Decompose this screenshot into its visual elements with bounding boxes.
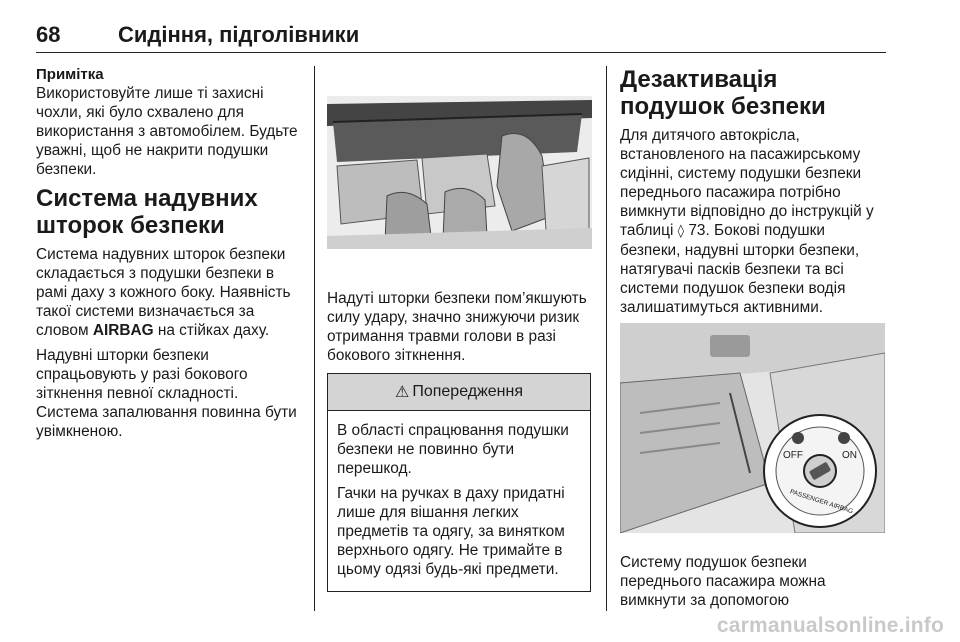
column-2 [327,66,592,592]
switch-caption-label: PASSENGER AIRBAG [788,488,854,516]
p1-text-end: на стійках даху. [153,322,270,339]
curtain-airbag-illustration [327,96,592,249]
note-text: Використовуйте лише ті захисні чохли, які було схвалено для використання з автомобілем. Будьте уважні, щоб не накрити подушки безпеки. [36,85,298,178]
column-1 [36,66,301,447]
column-divider-right [606,66,607,611]
curtain-airbag-caption: Надуті шторки безпеки пом’якшують силу удару, значно знижуючи ризик отримання травми голови в разі бокового зіткнення. [327,290,587,364]
curtain-airbag-heading: Система надувних шторок безпеки [36,185,258,239]
page-header [36,22,886,53]
airbag-off-icon [792,432,804,444]
deactivation-paragraph [620,126,885,317]
airbag-word: AIRBAG [92,322,154,339]
deactivation-text-end: . Бокові подушки безпеки, надувні шторки безпеки, натягувачі пасків безпеки та всі системи подушок безпеки водія залишатимуться активними. [620,222,860,316]
warning-paragraph-1: В області спрацювання подушки безпеки не повинно бути перешкод. [337,422,569,477]
passenger-airbag-switch-illustration [620,323,885,533]
switch-off-label: OFF [783,450,803,461]
curtain-airbag-paragraph-2: Надувні шторки безпеки спрацьовують у разі бокового зіткнення певної складності. Система запалювання повинна бути увімкненою. [36,347,297,440]
column-divider-left [314,66,315,611]
warning-header [328,374,590,411]
watermark: carmanualsonline.info [716,614,944,637]
airbag-on-icon [838,432,850,444]
warning-icon: ⚠ [394,384,410,401]
column-3 [620,66,885,616]
page-reference-number: 73 [688,222,706,239]
warning-paragraph-2: Гачки на ручках в даху придатні лише для вішання легких предметів та одягу, за винятком верхнього одягу. Не тримайте в цьому одязі будь-які предмети. [337,485,565,578]
p1-text-start: Система надувних шторок безпеки складається з подушки безпеки в рамі даху з кожного боку. Наявність такої системи визначається за словом [36,246,291,339]
switch-caption: Систему подушок безпеки переднього пасажира можна вимкнути за допомогою [620,554,826,609]
warning-body [328,411,590,591]
section-title: Сидіння, підголівники [118,22,360,47]
deactivation-text-start: Для дитячого автокрісла, встановленого на пасажирському сидінні, систему подушки безпеки переднього пасажира потрібно вимкнути відповідно до інструкцій у таблиці [620,127,874,239]
warning-title: Попередження [412,383,524,400]
warning-box [327,373,591,592]
page-reference-icon: ◊ [677,224,685,239]
page-number: 68 [36,22,61,47]
switch-on-label: ON [842,450,857,461]
curtain-airbag-paragraph-1 [36,245,301,340]
deactivation-heading: Дезактивація подушок безпеки [620,66,826,120]
note-title: Примітка [36,66,104,83]
